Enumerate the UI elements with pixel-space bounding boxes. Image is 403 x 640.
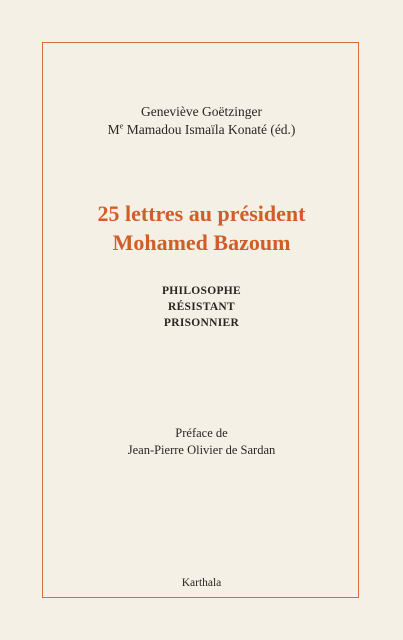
author-name-1: Geneviève Goëtzinger bbox=[140, 104, 263, 119]
subtitle-line-2: RÉSISTANT bbox=[167, 301, 236, 313]
subtitle-line-3: PRISONNIER bbox=[163, 317, 240, 329]
author-name-2 bbox=[0, 121, 403, 139]
book-title-line-2: Mohamed Bazoum bbox=[112, 230, 291, 255]
authors-block bbox=[0, 103, 403, 139]
author-title-superscript: e bbox=[119, 120, 124, 131]
preface-author: Jean-Pierre Olivier de Sardan bbox=[127, 443, 276, 457]
preface-label: Préface de bbox=[175, 426, 228, 440]
author-title-prefix: M bbox=[107, 122, 120, 137]
book-subtitle bbox=[0, 283, 403, 331]
preface-block bbox=[0, 425, 403, 459]
book-title-line-1: 25 lettres au président bbox=[97, 201, 306, 226]
book-title bbox=[0, 199, 403, 257]
publisher-name: Karthala bbox=[181, 577, 222, 589]
author-name-2-text: Mamadou Ismaïla Konaté (éd.) bbox=[123, 122, 296, 137]
subtitle-line-1: PHILOSOPHE bbox=[161, 285, 242, 297]
